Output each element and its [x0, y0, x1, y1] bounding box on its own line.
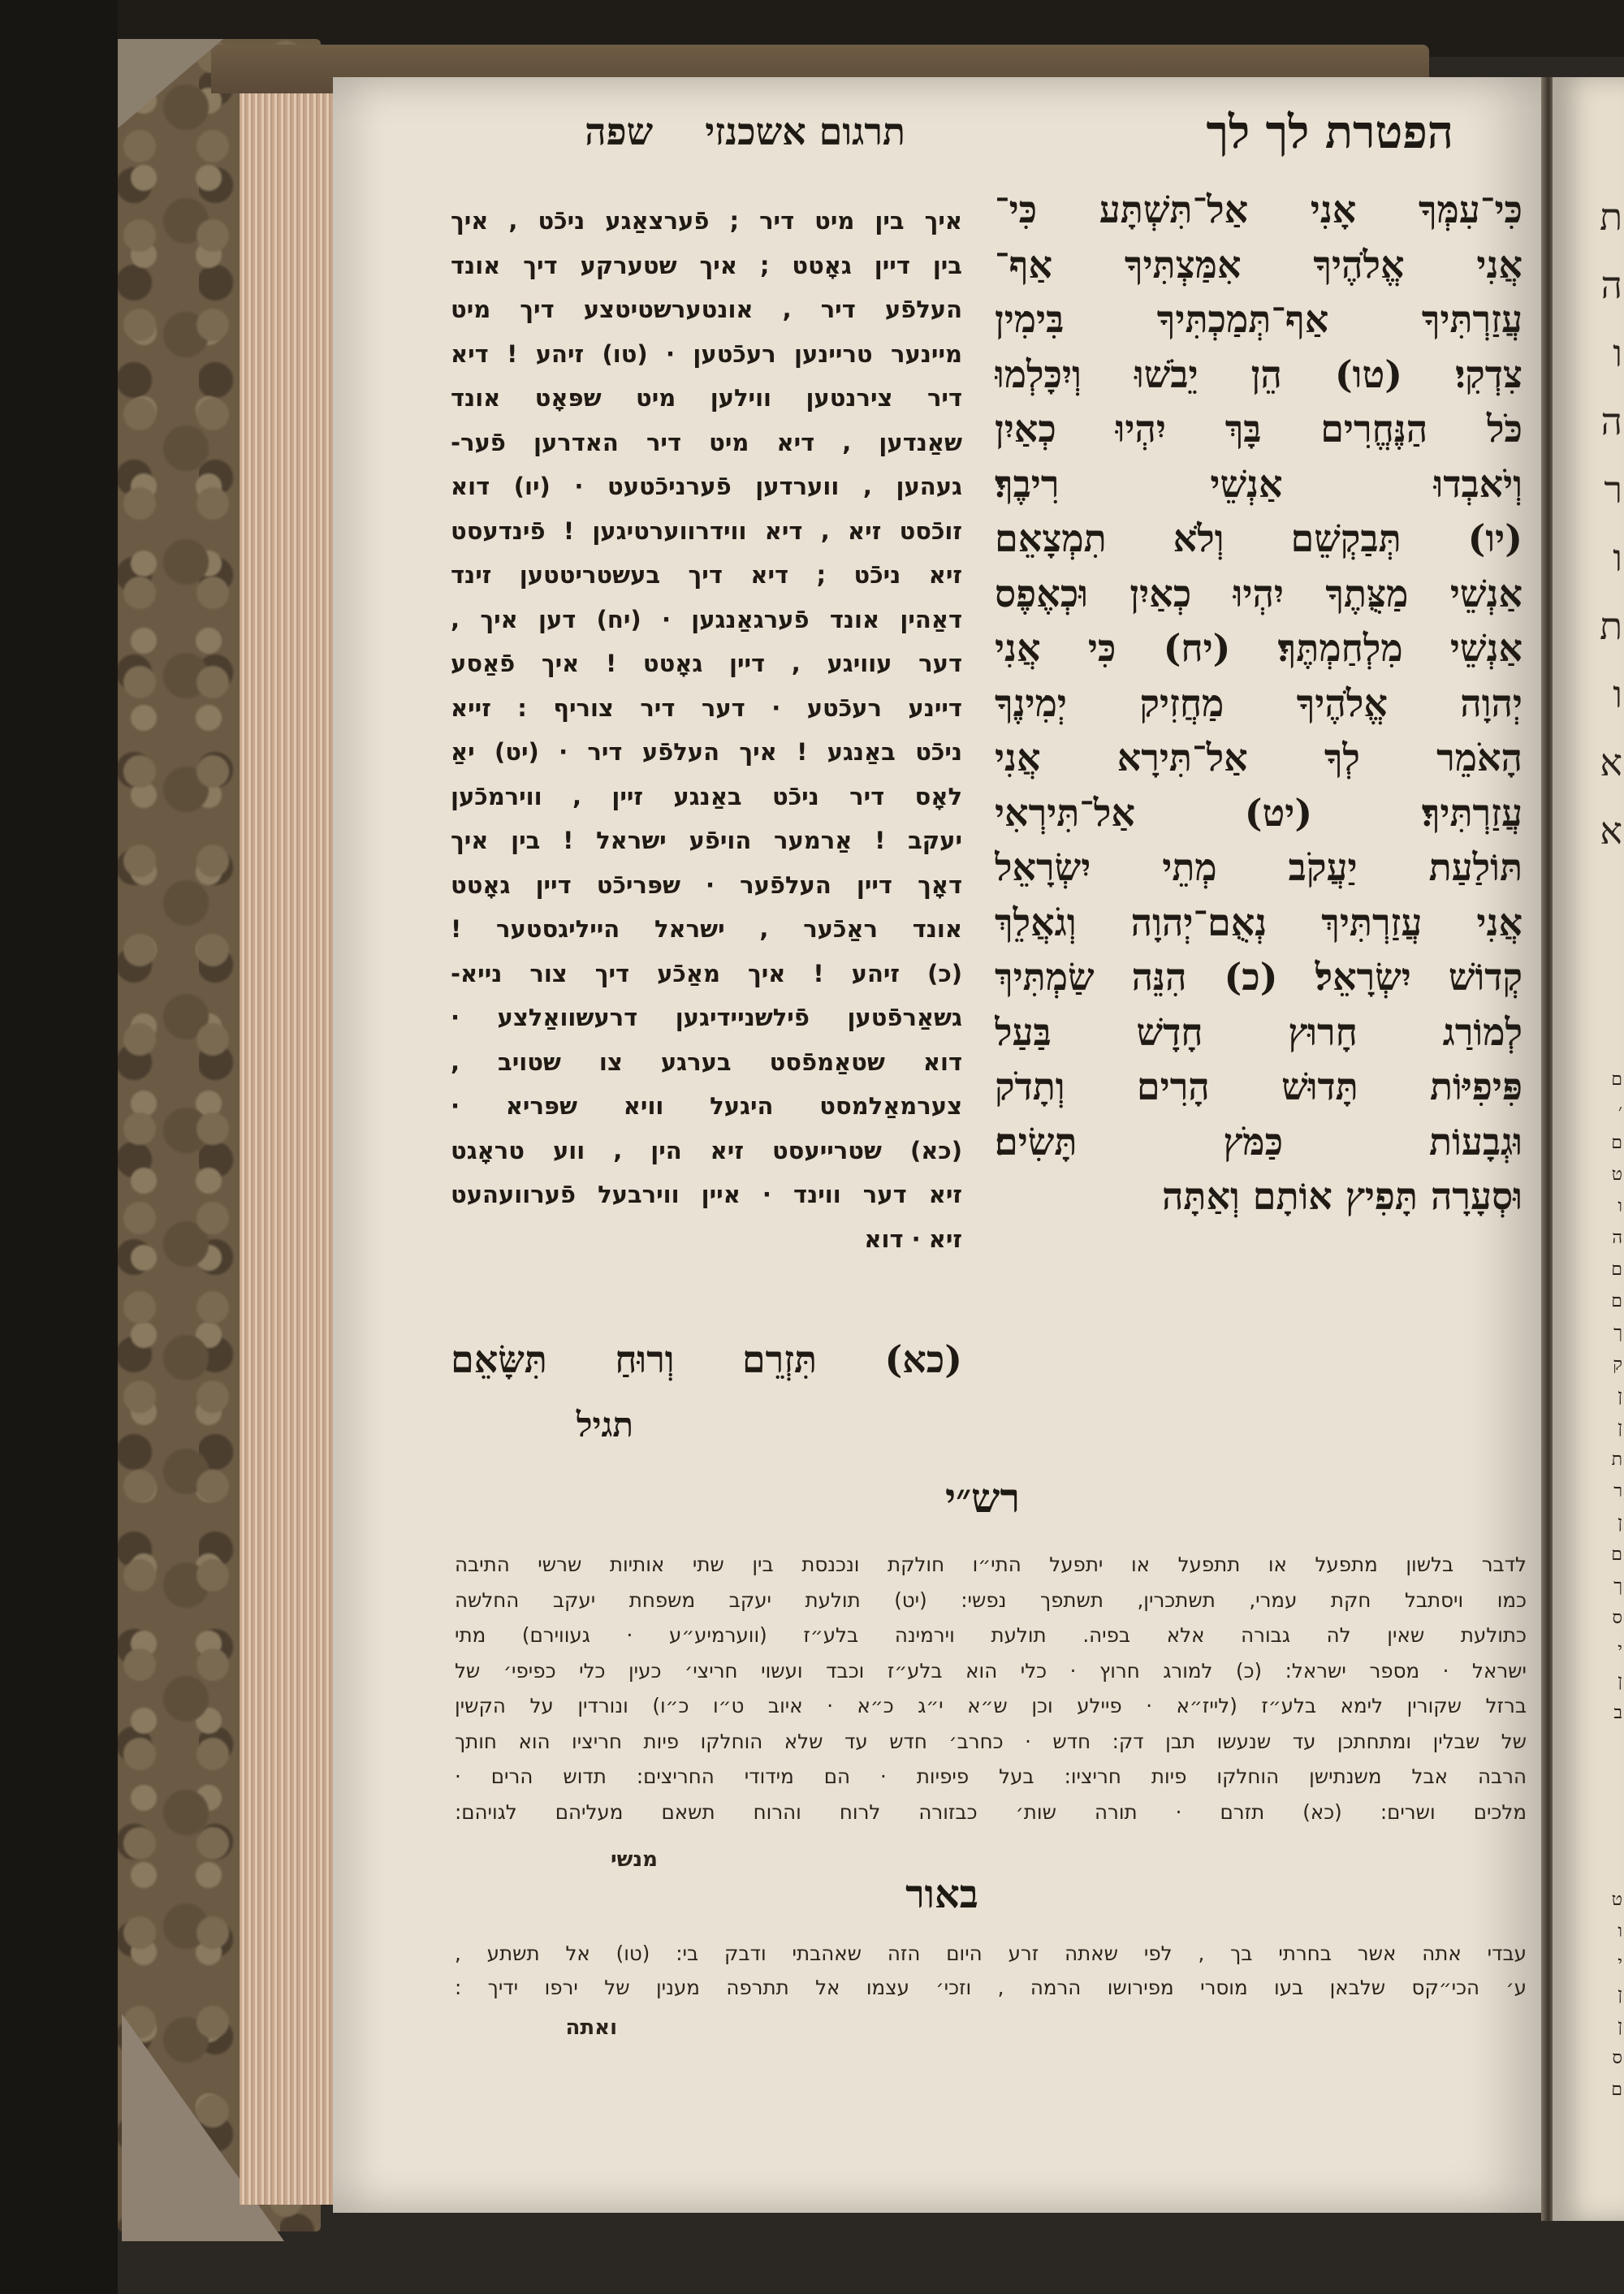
rashi-commentary	[455, 1547, 1527, 1830]
verse-21-line	[451, 1332, 962, 1387]
facing-page-letter: ס	[1612, 1608, 1622, 1628]
catchword-tagil: תגיל	[576, 1405, 633, 1445]
facing-page-letter: ן	[1618, 1386, 1622, 1406]
page-edges	[240, 93, 337, 2205]
hebrew-line: וּגְבָעוֹת כַּמֹּץ תָּשִׂים׃	[995, 1119, 1522, 1164]
hebrew-line: אֲנִי אֱלֹהֶיךָ אִמַּצְתִּיךָ אַף־	[995, 242, 1522, 287]
yiddish-line: צערמאַלמסט היגעל וויא שפּריא ·	[451, 1092, 962, 1120]
facing-page-small-text-2	[1559, 1884, 1622, 2106]
hebrew-column	[995, 183, 1522, 1225]
yiddish-line: דוא שטאַמפֿסט בערגע צו שטויב ,	[451, 1048, 962, 1076]
facing-page-letter: ר	[1604, 468, 1622, 512]
yiddish-line: זוכֿסט זיא , דיא ווידרווערטיגען ! פֿינדעסט	[451, 516, 962, 545]
facing-page-big-text	[1559, 183, 1622, 865]
running-head-left	[451, 110, 905, 153]
hebrew-line: הָאֹמֵר לְךָ אַל־תִּירָא אֲנִי	[995, 736, 1522, 780]
facing-page-letter: ם	[1611, 2080, 1622, 2100]
facing-page-letter: ן	[1618, 1985, 1622, 2005]
hebrew-line: עֲזַרְתִּיךָ אַף־תְּמַכְתִּיךָ בִּימִין	[995, 297, 1522, 341]
facing-page-letter: ן	[1618, 2016, 1622, 2037]
hebrew-line: וְיֹאבְדוּ אַנְשֵׁי רִיבֶךָ׃	[995, 461, 1522, 506]
yiddish-line: ניכֿט באַנגע ! איך העלפֿע דיר · (יט) יאַ	[451, 738, 962, 766]
yiddish-line: זיא ניכֿט ; דיא דיך בעשטריטטען זינד	[451, 561, 962, 589]
facing-page-letter: ו	[1618, 1196, 1622, 1216]
hebrew-line: אֲנִי עֲזַרְתִּיךְ נְאֻם־יְהוָה וְגֹאֲלֵךְ	[995, 900, 1522, 944]
facing-page-letter: ׳	[1618, 1101, 1622, 1121]
yiddish-line: (כא) שטרייעסט זיא הין , ווע טראָגט	[451, 1136, 962, 1164]
facing-page-letter: ת	[1611, 1449, 1622, 1470]
background-left	[0, 0, 118, 2294]
facing-page-letter: ו	[1613, 536, 1622, 580]
hebrew-line: פִּיפִיּוֹת תָּדוּשׁ הָרִים וְתָדֹק	[995, 1065, 1522, 1108]
biur-commentary	[455, 1937, 1527, 2005]
hebrew-line: וּסְעָרָה תָּפִיץ אוֹתָם וְאַתָּה	[1161, 1174, 1522, 1218]
hebrew-line: עֲזַרְתִּיךָ׃ (יט) אַל־תִּירְאִי	[995, 790, 1522, 835]
rashi-line: של שבלין ומתחתכן עד שנעשו תבן דק: חדש · כחרב׳ חדש עד שלא הוחלקו פיות חריציו הוא חותך	[455, 1729, 1527, 1753]
facing-page-letter: ם	[1611, 1133, 1622, 1153]
yiddish-line: העלפֿע דיר , אונטערשטיטצע דיך מיט	[451, 296, 962, 323]
yiddish-line: בין דיין גאָטט ; איך שטערקע דיך אונד	[451, 251, 962, 279]
hebrew-line: כִּי־עִמְּךָ אָנִי אַל־תִּשְׁתָּע כִּי־	[995, 188, 1522, 231]
facing-page-letter: ך	[1613, 1323, 1622, 1343]
biur-heading: באור	[905, 1872, 978, 1917]
hebrew-line: יְהוָה אֱלֹהֶיךָ מַחֲזִיק יְמִינֶךָ	[995, 680, 1522, 725]
yiddish-line: מיינער טריינען רעכֿטען · (טו) זיהע ! דיא	[451, 339, 962, 368]
facing-page-letter: ה	[1600, 263, 1622, 307]
facing-page-letter: ה	[1612, 1228, 1622, 1248]
yiddish-line: זיא · דוא	[864, 1225, 962, 1253]
yiddish-line: דאָך דיין העלפֿער · שפּריכֿט דיין גאָטט	[451, 871, 962, 899]
rashi-line: ישראל · מספר ישראל: (כ) למורג חרוץ · כלי הוא בלע״ז וכבד ועשוי חריצי׳ כעין כלי כפיפי׳ של	[455, 1658, 1527, 1683]
yiddish-line: דער עוויגע , דיין גאָטט ! איך פֿאַסע	[451, 650, 962, 677]
yiddish-line: זיא דער ווינד · איין ווירבעל פֿערוועהעט	[451, 1181, 962, 1208]
yiddish-line: שאַנדען , דיא מיט דיר האדרען פֿער-	[451, 428, 962, 456]
yiddish-line: גשאַרפֿטען פֿילשניידיגען דרעשוואַלצע ·	[451, 1004, 962, 1031]
biur-line: עבדי אתה אשר בחרתי בך , לפי שאתה זרע היום הזה שאהבתי ודבק בי: (טו) אל תשתע ,	[455, 1942, 1527, 1965]
facing-page-letter: ט	[1611, 1164, 1622, 1185]
rashi-line: הרבה אבל משנתישן הוחלקו פיות חריציו: בעל פיפיות · הם מידודי החריצים: תדוש הרים ·	[455, 1765, 1527, 1788]
facing-page-small-text	[1559, 1064, 1622, 1729]
facing-page-letter: ם	[1611, 1544, 1622, 1565]
yiddish-line: געהען , ווערדען פֿערניכֿטעט · (יו) דוא	[451, 473, 962, 500]
facing-page-letter: י	[1618, 1953, 1622, 1973]
rashi-line: מלכים ושרים: (כא) תזרם · תורה שות׳ כבזורה לרוח והרוח תשאם מעליהם לגויהם:	[455, 1799, 1527, 1824]
facing-page-letter: ו	[1618, 1921, 1622, 1942]
hebrew-line: קְדוֹשׁ יִשְׂרָאֵל׃ (כ) הִנֵּה שַׂמְתִּיךְ	[995, 955, 1522, 999]
facing-page-letter: ה	[1600, 400, 1622, 443]
facing-page-letter: ת	[1599, 195, 1622, 239]
facing-page-letter: ו	[1613, 331, 1622, 375]
rashi-line: כמו ויסתבל חקת עמרי, תשתכרין, תשתפך נפשי: (יט) תולעת יעקב משפחת יעקב החלשה	[455, 1588, 1527, 1612]
facing-page-letter: ך	[1613, 1576, 1622, 1596]
hebrew-line: לְמוֹרַג חָרוּץ חָדָשׁ בַּעַל	[995, 1009, 1522, 1054]
yiddish-line: דיינע רעכֿטע · דער דיר צוריף : זייא	[451, 693, 962, 722]
yiddish-line: איך בין מיט דיר ; פֿערצאַגע ניכֿט , איך	[451, 207, 962, 235]
rashi-heading: רש״י	[944, 1474, 1021, 1522]
facing-page-letter: ס	[1612, 2048, 1622, 2068]
yiddish-line: דאַהין אונד פֿערגאַנגען · (יח) דען איך ,	[451, 605, 962, 633]
facing-page-letter: א	[1600, 809, 1622, 853]
hebrew-line: (יו) תְּבַקְשֵׁם וְלֹא תִמְצָאֵם	[995, 516, 1522, 560]
rashi-catchword: מנשי	[611, 1847, 658, 1872]
hebrew-line: אַנְשֵׁי מַצֻּתֶךָ יִהְיוּ כְאַיִן וּכְאֶפֶס	[995, 571, 1522, 616]
facing-page-letter: ן	[1618, 1671, 1622, 1691]
facing-page-letter: ט	[1611, 1890, 1622, 1910]
facing-page-letter: ת	[1599, 604, 1622, 648]
facing-page-letter: ם	[1611, 1069, 1622, 1090]
biur-catchword: ואתה	[565, 2015, 617, 2040]
facing-page-letter: י	[1618, 1639, 1622, 1660]
facing-page-letter: ם	[1611, 1259, 1622, 1280]
verse-21-text: (כא) תִּזְרֵם וְרוּחַ תִּשָּׂאֵם	[451, 1337, 962, 1381]
facing-page-letter: ן	[1618, 1513, 1622, 1533]
facing-page-letter: א	[1600, 741, 1622, 784]
yiddish-line: יעקב ! אַרמער הויפֿע ישראל ! בין איך	[451, 827, 962, 854]
facing-page	[1553, 77, 1624, 2221]
biur-line: ע׳ הכי״קס שלבאן בעו מוסרי מפירושו הרמה , וזכי׳ עצמו אל תתרפה מענין של ירפו ידיך :	[455, 1976, 1527, 1999]
yiddish-column	[451, 199, 962, 1261]
rashi-line: ברזל שקורין לימא בלע״ז (לייז״א · פיילע וכן ש״א י״ג כ״א · איוב ט״ו כ״ו) ונורדין על הקשין	[455, 1694, 1527, 1717]
facing-page-letter: ו	[1613, 672, 1622, 716]
hebrew-line: כֹּל הַנֶּחֱרִים בָּךְ יִהְיוּ כְאַיִן	[995, 407, 1522, 451]
facing-page-letter: ק	[1613, 1354, 1622, 1375]
yiddish-line: (כ) זיהע ! איך מאַכֿע דיך צור נייא-	[451, 959, 962, 987]
facing-page-letter: ב	[1613, 1703, 1622, 1723]
yiddish-line: דיר צירנטען ווילען מיט שפּאָט אונד	[451, 384, 962, 412]
facing-page-letter: ם	[1611, 1291, 1622, 1311]
yiddish-line: אונד ראַכֿער , ישראל הייליגסטער !	[451, 915, 962, 943]
facing-page-letter: ן	[1618, 1418, 1622, 1438]
facing-page-letter: ר	[1613, 1481, 1622, 1501]
rashi-line: כתולעת שאין לה גבורה אלא בפיה. תולעת וירמינה בלע״ז (ווערמיע״ע · געווירם) מתי	[455, 1623, 1527, 1647]
hebrew-line: אַנְשֵׁי מִלְחַמְתֶּךָ׃ (יח) כִּי אֲנִי	[995, 626, 1522, 670]
yiddish-line: לאָס דיר ניכֿט באַנגע זיין , ווירמכֿען	[451, 782, 962, 810]
hebrew-line: תּוֹלַעַת יַעֲקֹב מְתֵי יִשְׂרָאֵל	[995, 845, 1522, 889]
folio-number: שפה	[585, 110, 654, 153]
running-head-title: תרגום אשכנזי	[705, 110, 905, 153]
running-head-right: הפטרת לך לך	[1206, 106, 1453, 159]
rashi-line: לדבר בלשון מתפעל או תתפעל או יתפעל התי״ו חולקת ונכנסת בין שתי אותיות שרשי התיבה	[455, 1553, 1527, 1576]
hebrew-line: צִדְקִי׃ (טו) הֵן יֵבֹשׁוּ וְיִכָּלְמוּ	[995, 352, 1522, 396]
